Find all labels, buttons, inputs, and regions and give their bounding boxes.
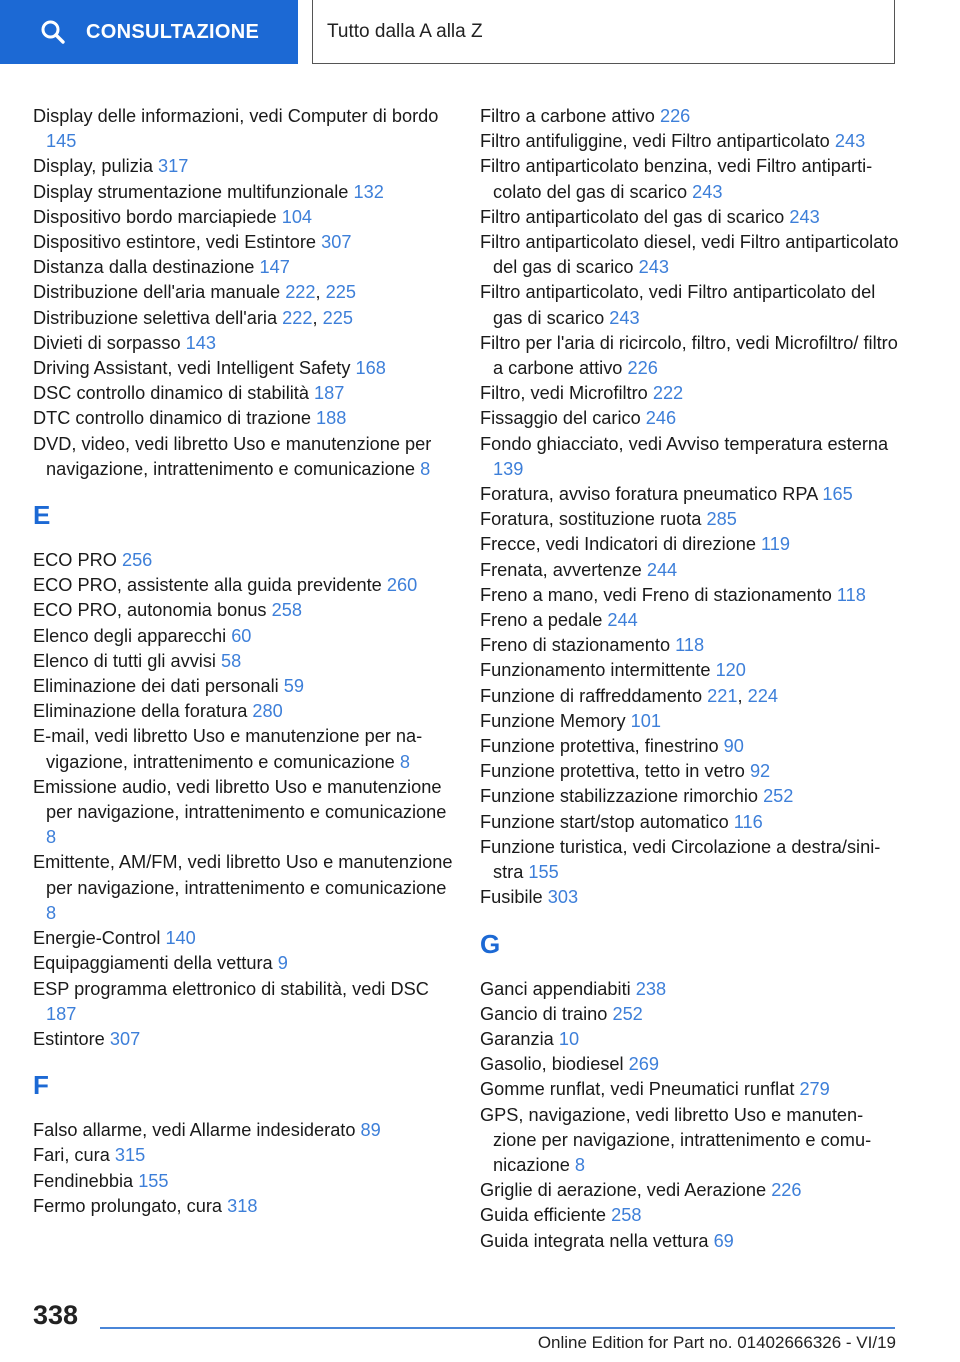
index-entry-text: Equipaggiamenti della vettura — [33, 953, 273, 974]
footer-edition: Online Edition for Part no. 01402666326 - VI/19 — [537, 1333, 896, 1352]
index-entry-text: Funzione di raffreddamento — [480, 685, 703, 706]
index-entry — [33, 850, 453, 926]
index-entry-text: ESP programma elettronico di stabilità, vedi DSC — [33, 978, 429, 999]
index-entry — [480, 280, 900, 330]
index-entry: Distribuzione dell'aria manuale 222, 225 — [33, 282, 357, 303]
page-link[interactable]: 244 — [607, 610, 638, 631]
index-entry — [480, 885, 900, 910]
page-link[interactable]: 222 — [285, 282, 316, 303]
footer-divider — [100, 1327, 895, 1329]
page-link[interactable]: 92 — [749, 761, 771, 782]
page-link[interactable]: 168 — [355, 358, 386, 379]
index-entry-text: E-mail, vedi libretto Uso e manutenzione per navigazione, intrattenimento e comunicazione — [33, 726, 423, 772]
index-entry-text: Funzionamento intermittente — [480, 660, 711, 681]
index-entry — [480, 104, 900, 129]
page-link[interactable]: 60 — [231, 625, 252, 646]
index-entry — [33, 381, 453, 406]
index-entry-text: Funzione stabilizzazione rimorchio — [480, 786, 758, 807]
page-link[interactable]: 118 — [675, 635, 705, 656]
index-entry — [480, 1229, 900, 1254]
index-entry-text: Estintore — [33, 1028, 105, 1049]
index-entry-text: Fari, cura — [33, 1145, 110, 1166]
index-entry — [480, 784, 900, 809]
index-entry — [480, 709, 900, 734]
index-entry — [33, 598, 453, 623]
index-entry-text: DVD, video, vedi libretto Uso e manutenzione per navigazione, intrattenimento e comunicazione — [33, 433, 432, 479]
index-entry — [33, 1143, 453, 1168]
page-link[interactable]: 8 — [46, 827, 57, 848]
index-entry-text: Filtro antifuliggine, vedi Filtro antiparticolato — [480, 131, 830, 152]
page-link[interactable]: 225 — [325, 282, 357, 303]
index-entry — [33, 356, 453, 381]
index-entry — [480, 1178, 900, 1203]
page-link[interactable]: 279 — [799, 1079, 830, 1100]
index-entry — [480, 977, 900, 1002]
index-entry: Distribuzione selettiva dell'aria 222, 225 — [33, 307, 353, 328]
page-link[interactable]: 226 — [659, 106, 691, 126]
index-entry — [480, 734, 900, 759]
page-link[interactable]: 246 — [645, 408, 677, 429]
page-link[interactable]: 165 — [822, 484, 853, 505]
index-column-left — [33, 104, 453, 1219]
page-link[interactable]: 120 — [715, 660, 746, 681]
page-link[interactable]: 226 — [627, 358, 658, 379]
index-entry — [480, 608, 900, 633]
index-entry — [480, 583, 900, 608]
page-link[interactable]: 188 — [316, 408, 347, 429]
index-entry — [480, 230, 900, 280]
page-link[interactable]: 9 — [277, 953, 288, 974]
tab-consultazione[interactable] — [0, 0, 298, 64]
page-link[interactable]: 280 — [252, 701, 283, 722]
page-link[interactable]: 155 — [528, 862, 559, 883]
index-entry-text: Funzione Memory — [480, 710, 626, 731]
page-link[interactable]: 318 — [227, 1195, 258, 1216]
page-link[interactable]: 260 — [386, 575, 418, 596]
index-entry-text: Eliminazione della foratura — [33, 701, 248, 722]
index-entry-text: Fissaggio del carico — [480, 408, 641, 429]
index-entry — [480, 154, 900, 204]
index-entry-text: Display, pulizia — [33, 156, 153, 177]
index-entry — [33, 674, 453, 699]
index-letter-heading: E — [33, 500, 51, 531]
index-entry — [33, 1194, 453, 1219]
page-link[interactable]: 303 — [547, 887, 579, 908]
index-entry — [33, 406, 453, 431]
index-entry — [480, 558, 900, 583]
index-entry-text: Dispositivo estintore, vedi Estintore — [33, 232, 317, 253]
index-entry — [480, 1077, 900, 1102]
index-entry — [33, 230, 453, 255]
section-title-text: Tutto dalla A alla Z — [327, 20, 483, 42]
index-entry — [33, 205, 453, 230]
page-link[interactable]: 118 — [836, 584, 866, 605]
index-entry — [480, 1203, 900, 1228]
index-entry-text: Elenco di tutti gli avvisi — [33, 650, 216, 671]
page-link[interactable]: 10 — [558, 1028, 580, 1049]
index-entry — [33, 699, 453, 724]
page-link[interactable]: 243 — [609, 307, 640, 328]
page-link[interactable]: 307 — [109, 1028, 141, 1049]
index-entry-text: Gasolio, biodiesel — [480, 1054, 624, 1075]
index-entry — [480, 1002, 900, 1027]
page-link[interactable]: 252 — [612, 1003, 643, 1024]
index-entry-text: Gomme runflat, vedi Pneumatici runflat — [480, 1079, 795, 1100]
index-entry — [33, 104, 453, 154]
index-entry-text: DSC controllo dinamico di stabilità — [33, 383, 309, 404]
search-icon — [40, 19, 66, 45]
page-link[interactable]: 243 — [789, 206, 820, 227]
index-entry — [33, 573, 453, 598]
tab-label: CONSULTAZIONE — [86, 20, 260, 43]
page-link[interactable]: 116 — [733, 811, 763, 832]
page-link[interactable]: 269 — [628, 1054, 659, 1075]
index-entry-text: Guida integrata nella vettura — [480, 1230, 709, 1251]
index-entry-text: Frecce, vedi Indicatori di direzione — [480, 534, 756, 555]
index-entry — [33, 548, 453, 573]
index-entry-text: Emittente, AM/FM, vedi libretto Uso e manutenzione per navigazione, intrattenimento e comunicazione — [33, 852, 453, 898]
index-entry — [33, 154, 453, 179]
index-entry-text: GPS, navigazione, vedi libretto Uso e manutenzione per navigazione, intrattenimento e comunicazione — [480, 1104, 872, 1175]
index-entry — [480, 810, 900, 835]
page-link[interactable]: 8 — [46, 902, 57, 923]
page-link[interactable]: 187 — [46, 1003, 77, 1024]
page-link[interactable]: 285 — [706, 509, 737, 530]
index-entry — [33, 180, 453, 205]
page-link[interactable]: 8 — [420, 458, 431, 479]
index-entry-text: Distribuzione selettiva dell'aria — [33, 307, 278, 328]
index-entry-text: Guida efficiente — [480, 1205, 607, 1226]
index-entry-text: Filtro antiparticolato, vedi Filtro antiparticolato del gas di scarico — [480, 282, 876, 328]
index-entry — [480, 658, 900, 683]
index-entry-text: Fusibile — [480, 887, 543, 908]
index-entry-text: Ganci appendiabiti — [480, 978, 631, 999]
page-link[interactable]: 222 — [652, 383, 684, 404]
index-entry — [480, 482, 900, 507]
page-link[interactable]: 243 — [692, 181, 723, 202]
page-link[interactable]: 58 — [221, 650, 242, 671]
index-entry — [480, 205, 900, 230]
page-link[interactable]: 89 — [360, 1120, 381, 1141]
index-entry — [33, 331, 453, 356]
index-entry-text: Energie-Control — [33, 928, 161, 949]
index-entry-text: Distribuzione dell'aria manuale — [33, 282, 281, 303]
page-link[interactable]: 315 — [114, 1145, 146, 1166]
index-entry-text: Display delle informazioni, vedi Computer di bordo — [33, 106, 439, 126]
page-link[interactable]: 258 — [611, 1205, 642, 1226]
index-entry-text: Foratura, avviso foratura pneumatico RPA — [480, 484, 818, 505]
index-entry — [33, 775, 453, 851]
page-link[interactable]: 104 — [281, 206, 313, 227]
page-link[interactable]: 155 — [138, 1170, 169, 1191]
index-entry-text: Garanzia — [480, 1028, 554, 1049]
index-entry — [33, 432, 453, 482]
page-link[interactable]: 139 — [493, 458, 524, 479]
index-entry-text: Elenco degli apparecchi — [33, 625, 227, 646]
page-link[interactable]: 119 — [761, 534, 791, 555]
index-entry-text: Dispositivo bordo marciapiede — [33, 206, 277, 227]
page-link[interactable]: 101 — [630, 710, 661, 731]
page-link[interactable]: 132 — [353, 181, 384, 202]
page-link[interactable]: 244 — [646, 559, 678, 580]
index-entry-text: Filtro antiparticolato diesel, vedi Filtro antiparticolato del gas di scarico — [480, 232, 899, 278]
index-entry-text: Falso allarme, vedi Allarme indesiderato — [33, 1120, 356, 1141]
index-entry-text: Filtro a carbone attivo — [480, 106, 655, 126]
index-entry-text: ECO PRO, assistente alla guida previdente — [33, 575, 382, 596]
index-entry-text: Fermo prolungato, cura — [33, 1195, 223, 1216]
index-entry-text: Driving Assistant, vedi Intelligent Safety — [33, 358, 351, 379]
index-entry — [480, 633, 900, 658]
index-entry-text: Filtro, vedi Microfiltro — [480, 383, 648, 404]
index-entry — [480, 432, 900, 482]
page-link[interactable]: 90 — [723, 736, 744, 757]
index-entry-text: Filtro per l'aria di ricircolo, filtro, vedi Microfiltro/ filtro a carbone attivo — [480, 332, 898, 379]
index-entry — [33, 724, 453, 774]
page-link[interactable]: 243 — [834, 131, 866, 152]
index-entry — [480, 1103, 900, 1179]
page-link[interactable]: 8 — [574, 1154, 586, 1175]
index-entry-text: Display strumentazione multifunzionale — [33, 181, 349, 202]
index-entry-text: Gancio di traino — [480, 1003, 608, 1024]
index-entry — [33, 977, 453, 1027]
index-entry-text: Funzione protettiva, finestrino — [480, 736, 719, 757]
index-entry — [480, 759, 900, 784]
index-entry-text: Griglie di aerazione, vedi Aerazione — [480, 1180, 767, 1201]
page-link[interactable]: 222 — [282, 307, 313, 328]
page-link[interactable]: 224 — [747, 685, 778, 706]
index-entry-text: Foratura, sostituzione ruota — [480, 509, 702, 530]
index-entry-text: Freno di stazionamento — [480, 635, 671, 656]
index-entry — [480, 406, 900, 431]
index-entry — [480, 532, 900, 557]
index-entry-text: Divieti di sorpasso — [33, 332, 181, 353]
page-link[interactable]: 143 — [185, 332, 216, 353]
header — [0, 0, 960, 66]
index-entry — [480, 331, 900, 381]
index-entry-text: Distanza dalla destinazione — [33, 257, 255, 278]
index-entry — [480, 835, 900, 885]
index-entry — [480, 1052, 900, 1077]
index-entry — [480, 1027, 900, 1052]
page-link[interactable]: 69 — [713, 1230, 734, 1251]
index-letter-heading: F — [33, 1070, 49, 1101]
index-entry-text: Emissione audio, vedi libretto Uso e manutenzione per navigazione, intrattenimento e comunicazione — [33, 776, 447, 823]
index-entry-text: ECO PRO, autonomia bonus — [33, 600, 267, 621]
index-entry-text: Eliminazione dei dati personali — [33, 676, 279, 697]
index-entry — [480, 381, 900, 406]
index-entry-text: Funzione turistica, vedi Circolazione a destra/sinistra — [480, 836, 881, 883]
index-entry-text: Freno a mano, vedi Freno di stazionamento — [480, 584, 832, 605]
page-link[interactable]: 8 — [399, 751, 410, 772]
page-link[interactable]: 258 — [271, 600, 302, 621]
page-link[interactable]: 187 — [314, 383, 345, 404]
section-title[interactable] — [312, 0, 895, 64]
index-entry-text: ECO PRO — [33, 550, 117, 571]
index-entry-text: Filtro antiparticolato del gas di scarico — [480, 206, 785, 227]
page-link[interactable]: 59 — [283, 676, 304, 697]
index-entry-text: Funzione protettiva, tetto in vetro — [480, 761, 745, 782]
index-entry — [33, 1118, 453, 1143]
index-entry — [33, 255, 453, 280]
page-link[interactable]: 145 — [46, 131, 77, 152]
index-column-right — [480, 104, 900, 1254]
page-link[interactable]: 252 — [763, 786, 794, 807]
index-entry — [480, 507, 900, 532]
index-entry — [33, 951, 453, 976]
page-link[interactable]: 243 — [638, 257, 669, 278]
index-entry-text: Freno a pedale — [480, 610, 603, 631]
index-entry-text: DTC controllo dinamico di trazione — [33, 408, 311, 429]
index-entry-text: Fondo ghiacciato, vedi Avviso temperatura esterna — [480, 433, 889, 454]
page-link[interactable]: 226 — [771, 1180, 802, 1201]
page-link[interactable]: 307 — [321, 232, 352, 253]
page-number: 338 — [33, 1300, 79, 1330]
index-entry — [33, 649, 453, 674]
page-link[interactable]: 225 — [322, 307, 353, 328]
index-entry — [33, 926, 453, 951]
page-link[interactable]: 221 — [707, 685, 738, 706]
index-entry-text: Funzione start/stop automatico — [480, 811, 729, 832]
index-letter-heading: G — [480, 928, 501, 959]
index-entry-text: Fendinebbia — [33, 1170, 134, 1191]
index-entry — [480, 129, 900, 154]
index-entry: Funzione di raffreddamento 221, 224 — [480, 685, 778, 706]
page-link[interactable]: 140 — [165, 928, 196, 949]
index-entry — [33, 1169, 453, 1194]
index-entry-text: Frenata, avvertenze — [480, 559, 642, 580]
index-entry — [33, 624, 453, 649]
index-entry — [33, 1027, 453, 1052]
page-link[interactable]: 238 — [635, 978, 667, 999]
page-link[interactable]: 256 — [121, 550, 153, 571]
page-link[interactable]: 147 — [259, 257, 290, 278]
page-link[interactable]: 317 — [158, 156, 189, 177]
index-entry-text: Filtro antiparticolato benzina, vedi Filtro antiparticolato del gas di scarico — [480, 156, 873, 202]
